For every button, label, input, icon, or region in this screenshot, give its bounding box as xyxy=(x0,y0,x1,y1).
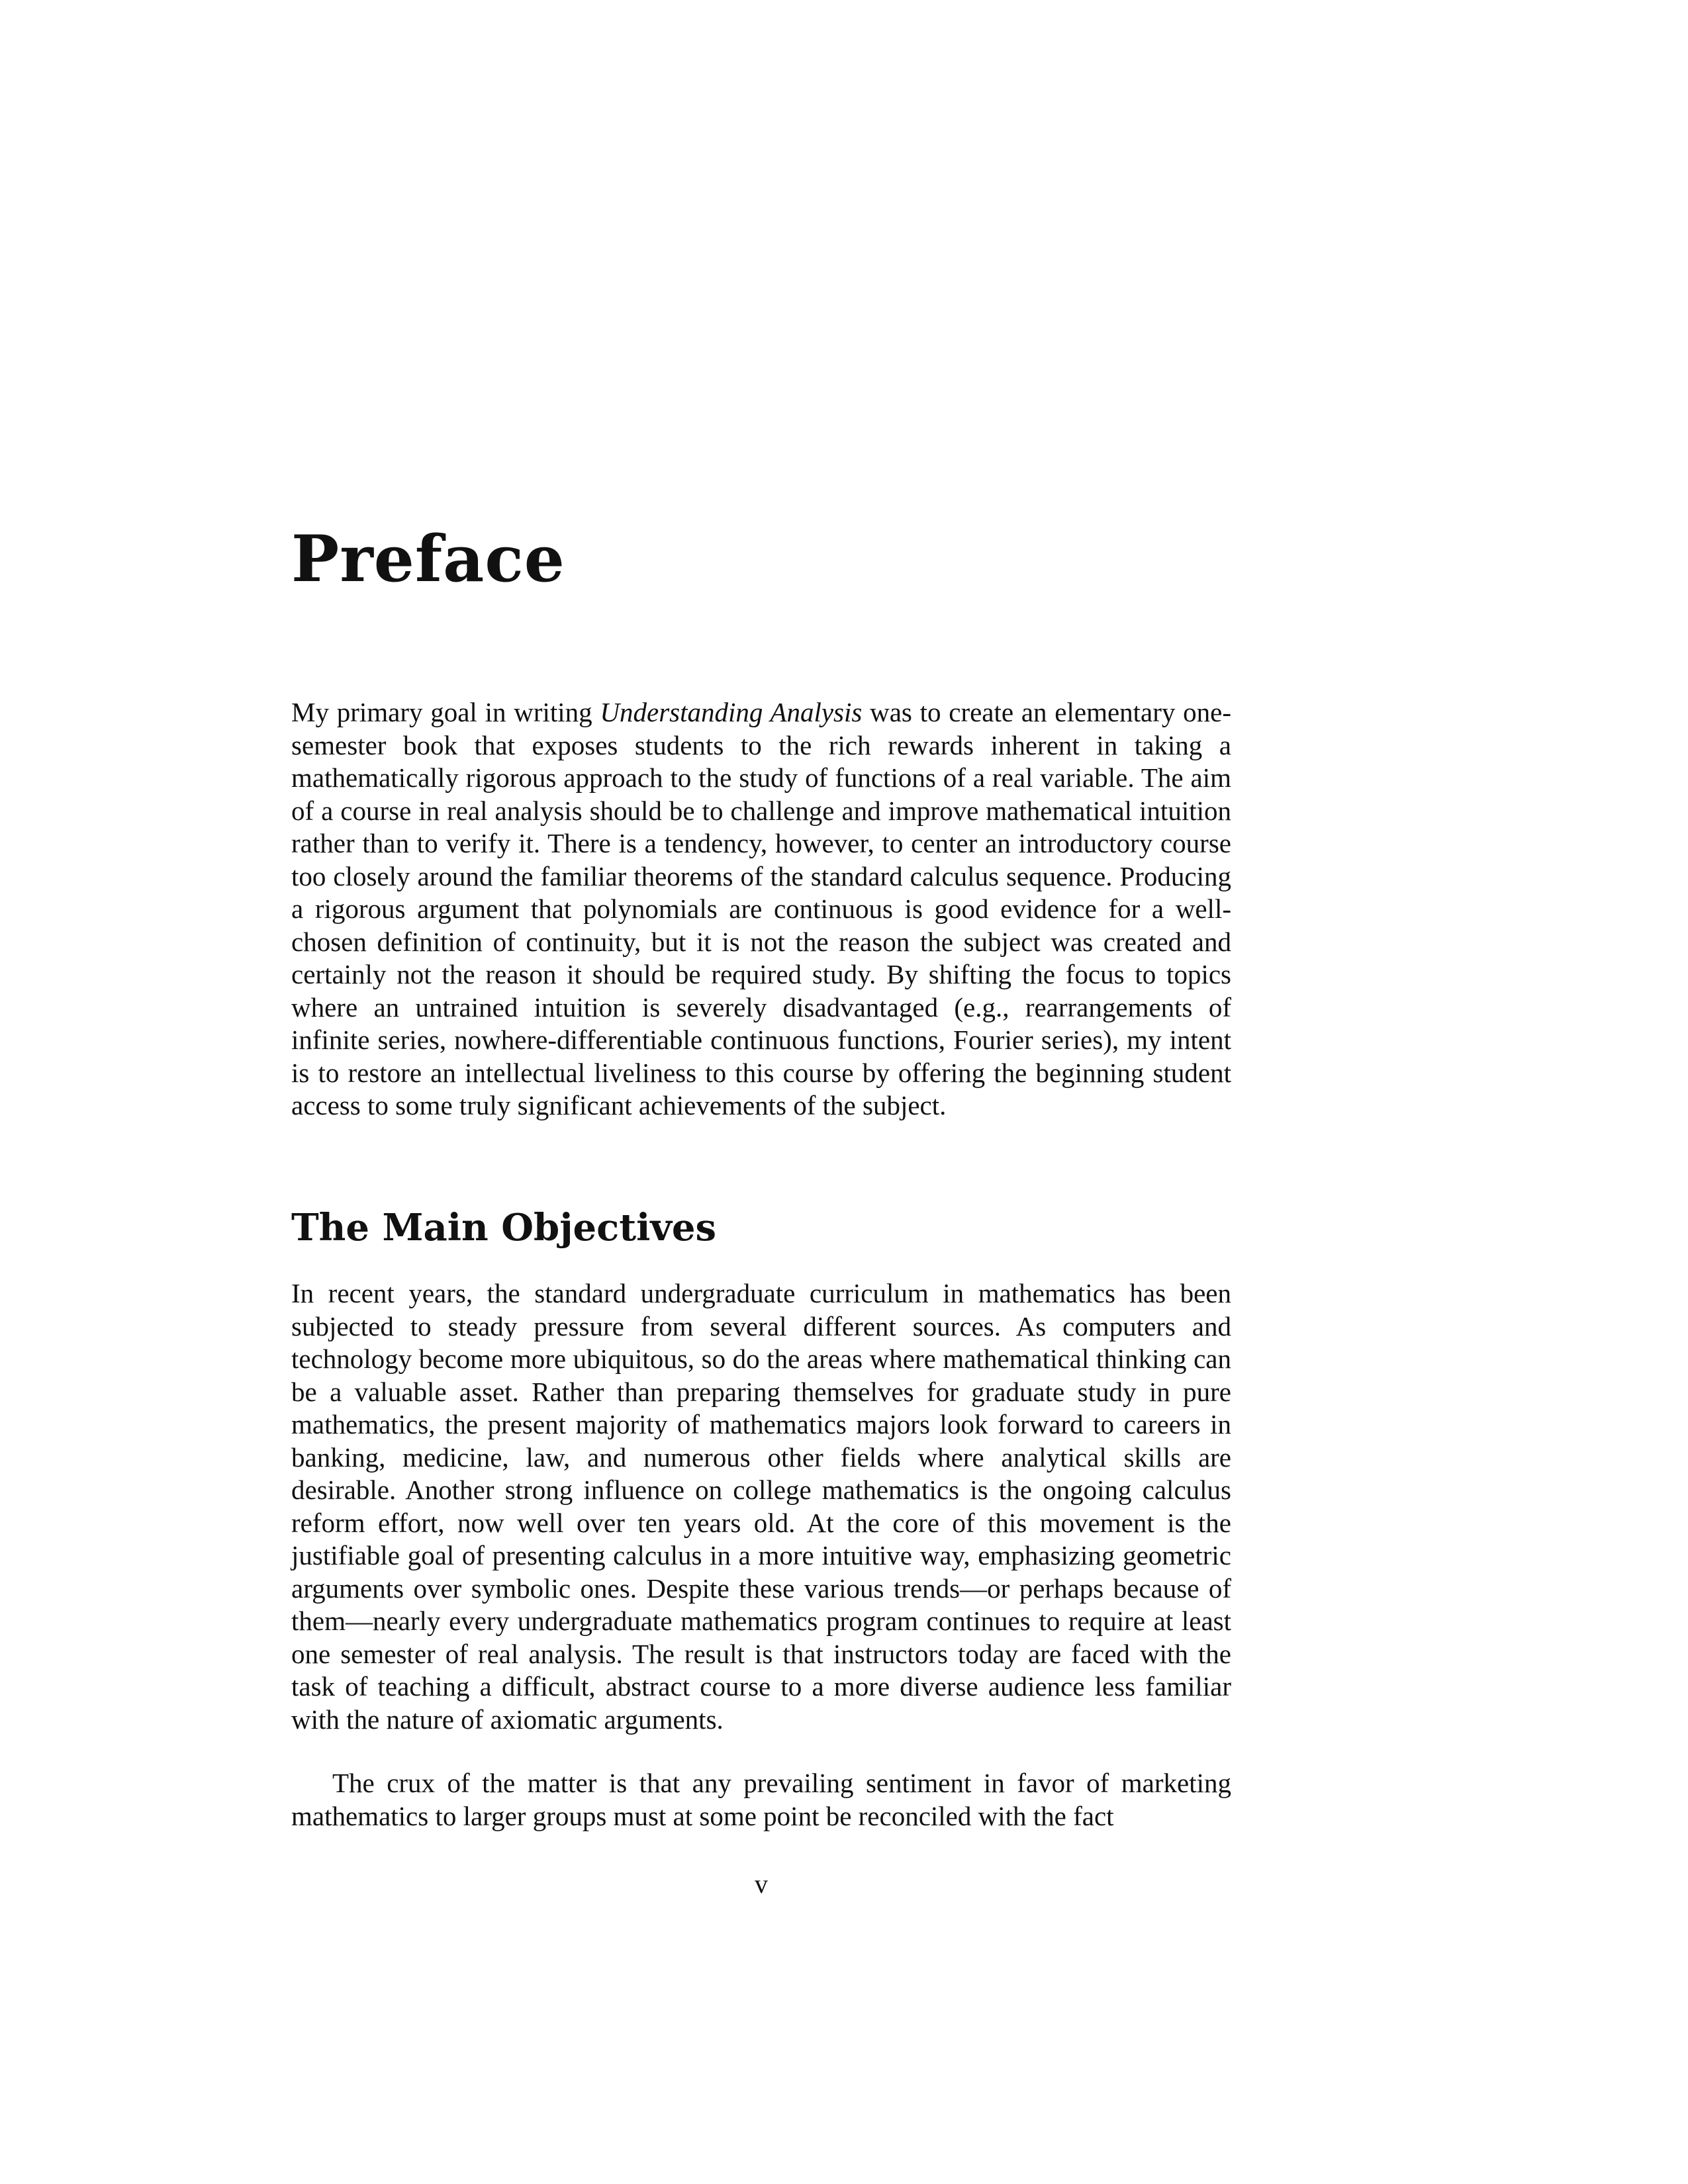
section-paragraph-2: The crux of the matter is that any prevailing sentiment in favor of marketing mathematics to larger groups must at some point be reconciled with the fact xyxy=(291,1768,1231,1831)
chapter-title: Preface xyxy=(291,522,565,596)
section-paragraph-1: In recent years, the standard undergraduate curriculum in mathematics has been subjected to steady pressure from several different sources. As computers and technology become more ubiquitous, so do the areas where mathematical thinking can be a valuable asset. Rather than preparing themselves for graduate study in pure mathematics, the present majority of mathematics majors look forward to careers in banking, medicine, law, and numerous other fields where analytical skills are desirable. Another strong influence on college mathematics is the ongoing calculus reform effort, now well over ten years old. At the core of this movement is the justifiable goal of presenting calculus in a more intuitive way, emphasizing geometric arguments over symbolic ones. Despite these various trends—or perhaps because of them—nearly every undergraduate mathematics program continues to require at least one semester of real analysis. The result is that instructors today are faced with the task of teaching a difficult, abstract course to a more diverse audience less familiar with the nature of axiomatic arguments. xyxy=(291,1278,1231,1735)
intro-text-start: My primary goal in writing xyxy=(291,697,600,727)
section-title: The Main Objectives xyxy=(291,1206,717,1250)
book-page xyxy=(291,0,1231,2184)
book-title-italic: Understanding Analysis xyxy=(600,697,863,727)
intro-text-rest: was to create an elementary one-semester book that exposes students to the rich rewards inherent in taking a mathematically rigorous approach to the study of functions of a real variable. The aim of a course in real analysis should be to challenge and improve mathematical intuition rather than to verify it. There is a tendency, however, to center an introductory course too closely around the familiar theorems of the standard calculus sequence. Producing a rigorous argument that polynomials are continuous is good evidence for a well-chosen definition of continuity, but it is not the reason the subject was created and certainly not the reason it should be required study. By shifting the focus to topics where an untrained intuition is severely disadvantaged (e.g., rearrangements of infinite series, nowhere-differentiable continuous functions, Fourier series), my intent is to restore an intellectual liveliness to this course by offering the beginning student access to some truly significant achievements of the subject. xyxy=(291,697,1231,1120)
intro-paragraph xyxy=(291,696,1231,1122)
page-number: v xyxy=(755,1869,768,1899)
